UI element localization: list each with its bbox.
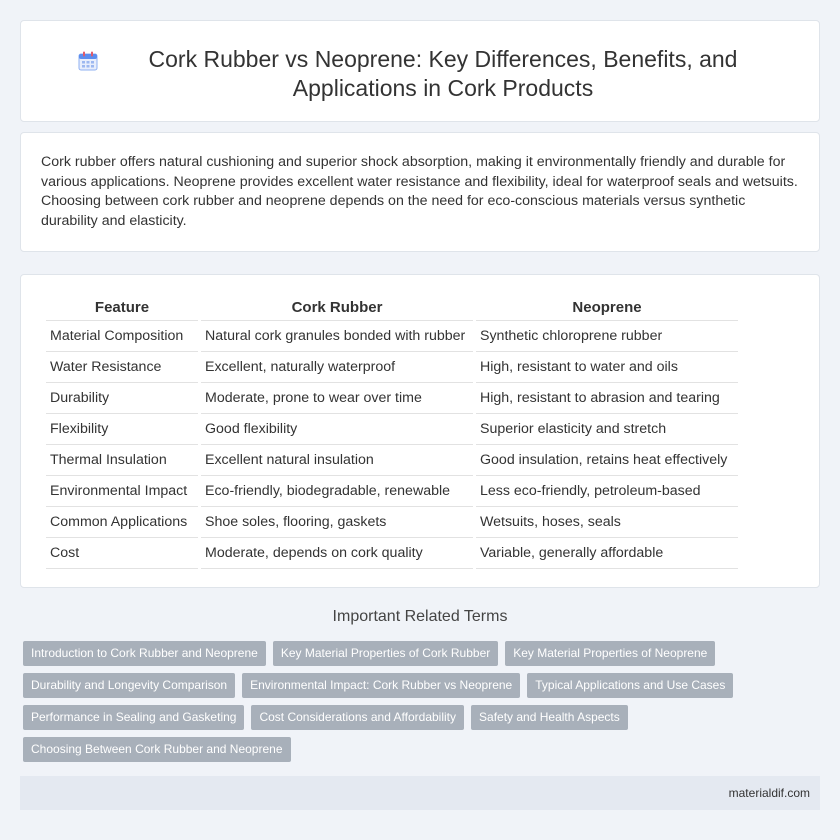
feature-cell: Thermal Insulation: [46, 445, 198, 476]
feature-cell: Material Composition: [46, 321, 198, 352]
neoprene-cell: Superior elasticity and stretch: [476, 414, 738, 445]
feature-cell: Water Resistance: [46, 352, 198, 383]
header-feature: Feature: [46, 295, 198, 321]
cork-rubber-cell: Moderate, depends on cork quality: [201, 538, 473, 569]
footer-site-link[interactable]: materialdif.com: [728, 786, 810, 800]
neoprene-cell: Wetsuits, hoses, seals: [476, 507, 738, 538]
table-row: [46, 507, 738, 538]
neoprene-cell: Variable, generally affordable: [476, 538, 738, 569]
tag-applications[interactable]: Typical Applications and Use Cases: [527, 673, 733, 698]
table-row: [46, 352, 738, 383]
cork-rubber-cell: Shoe soles, flooring, gaskets: [201, 507, 473, 538]
calendar-icon: [77, 50, 99, 72]
table-row: [46, 538, 738, 569]
tag-safety-health[interactable]: Safety and Health Aspects: [471, 705, 628, 730]
feature-cell: Environmental Impact: [46, 476, 198, 507]
tag-neoprene-properties[interactable]: Key Material Properties of Neoprene: [505, 641, 715, 666]
neoprene-cell: Good insulation, retains heat effectively: [476, 445, 738, 476]
cork-rubber-cell: Eco-friendly, biodegradable, renewable: [201, 476, 473, 507]
cork-rubber-cell: Natural cork granules bonded with rubber: [201, 321, 473, 352]
feature-cell: Flexibility: [46, 414, 198, 445]
cork-rubber-cell: Excellent, naturally waterproof: [201, 352, 473, 383]
neoprene-cell: High, resistant to abrasion and tearing: [476, 383, 738, 414]
neoprene-cell: High, resistant to water and oils: [476, 352, 738, 383]
cork-rubber-cell: Excellent natural insulation: [201, 445, 473, 476]
header-card: [20, 20, 820, 122]
tag-durability-comparison[interactable]: Durability and Longevity Comparison: [23, 673, 235, 698]
neoprene-cell: Synthetic chloroprene rubber: [476, 321, 738, 352]
comparison-table: [43, 295, 741, 569]
header-neoprene: Neoprene: [476, 295, 738, 321]
feature-cell: Cost: [46, 538, 198, 569]
related-terms-tags: [23, 641, 823, 769]
intro-paragraph: Cork rubber offers natural cushioning and superior shock absorption, making it environmentally friendly and durable for various applications. Neoprene provides excellent water resistance and flexibility, ideal for waterproof seals and wetsuits. Choosing between cork rubber and neoprene depends on the need for eco-conscious materials versus synthetic durability and elasticity.: [41, 154, 798, 229]
cork-rubber-cell: Good flexibility: [201, 414, 473, 445]
feature-cell: Durability: [46, 383, 198, 414]
comparison-table-card: [20, 274, 820, 588]
table-row: [46, 476, 738, 507]
tag-cost-considerations[interactable]: Cost Considerations and Affordability: [251, 705, 464, 730]
neoprene-cell: Less eco-friendly, petroleum-based: [476, 476, 738, 507]
table-header-row: [46, 295, 738, 321]
table-row: [46, 414, 738, 445]
tag-choosing-between[interactable]: Choosing Between Cork Rubber and Neoprene: [23, 737, 291, 762]
page-title: Cork Rubber vs Neoprene: Key Differences, Benefits, and Applications in Cork Products: [148, 46, 738, 101]
table-row: [46, 445, 738, 476]
title-row: [21, 21, 819, 103]
table-row: [46, 383, 738, 414]
tag-environmental-impact[interactable]: Environmental Impact: Cork Rubber vs Neoprene: [242, 673, 520, 698]
cork-rubber-cell: Moderate, prone to wear over time: [201, 383, 473, 414]
tag-sealing-performance[interactable]: Performance in Sealing and Gasketing: [23, 705, 244, 730]
tag-introduction[interactable]: Introduction to Cork Rubber and Neoprene: [23, 641, 266, 666]
footer: [20, 776, 820, 810]
intro-card: [20, 132, 820, 252]
tag-cork-rubber-properties[interactable]: Key Material Properties of Cork Rubber: [273, 641, 498, 666]
table-row: [46, 321, 738, 352]
related-terms-title: Important Related Terms: [332, 608, 508, 625]
feature-cell: Common Applications: [46, 507, 198, 538]
header-cork-rubber: Cork Rubber: [201, 295, 473, 321]
